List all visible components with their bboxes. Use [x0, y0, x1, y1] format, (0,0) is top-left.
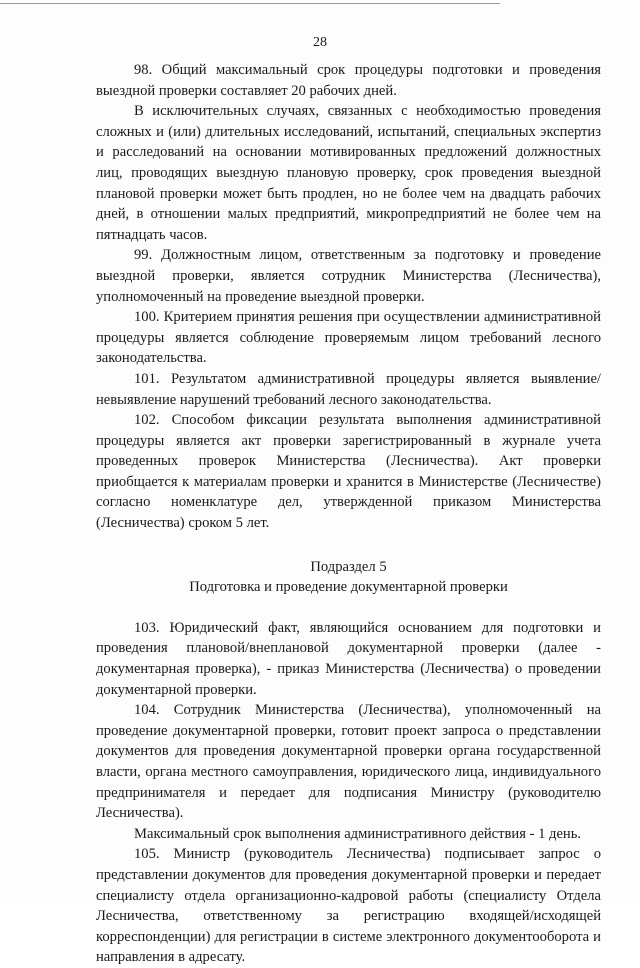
paragraph-103: 103. Юридический факт, являющийся основанием для подготовки и проведения плановой/внеплановой документарной проверки (далее - документарная проверка), - приказ Министерства (Лесничества) о проведении документарной проверки.	[96, 619, 601, 698]
paragraph-99: 99. Должностным лицом, ответственным за подготовку и проведение выездной проверки, является сотрудник Министерства (Лесничества), уполномоченный на проведение выездной проверки.	[96, 247, 601, 305]
paragraph-98: 98. Общий максимальный срок процедуры подготовки и проведения выездной проверки составляет 20 рабочих дней.	[96, 62, 601, 99]
paragraph-98-exception: В исключительных случаях, связанных с необходимостью проведения сложных и (или) длительных исследований, испытаний, специальных экспертиз и расследований на основании мотивированных предложений должностных лиц, проводящих выездную плановую проверку, срок проведения выездной плановой проверки может быть продлен, но не более чем на двадцать рабочих дней, в отношении малых предприятий, микропредприятий не более чем на пятнадцать часов.	[96, 103, 601, 243]
subsection-number: Подраздел 5	[310, 558, 387, 575]
paragraph-104-deadline: Максимальный срок выполнения административного действия - 1 день.	[134, 825, 582, 842]
paragraph-101: 101. Результатом административной процедуры является выявление/невыявление нарушений требований лесного законодательства.	[96, 370, 601, 408]
document-body	[96, 60, 601, 968]
paragraph-102: 102. Способом фиксации результата выполнения административной процедуры является акт проверки зарегистрированный в журнале учета проведенных проверок Министерства (Лесничества). Акт проверки приобщается к материалам проверки и хранится в Министерстве (Лесничестве) согласно номенклатуре дел, утвержденной приказом Министерства (Лесничества) сроком 5 лет.	[96, 412, 601, 532]
paragraph-100: 100. Критерием принятия решения при осуществлении административной процедуры является соблюдение проверяемым лицом требований лесного законодательства.	[96, 309, 601, 367]
page-number: 28	[313, 35, 327, 50]
paragraph-105: 105. Министр (руководитель Лесничества) подписывает запрос о представлении документов для проведения документарной проверки и передает специалисту отдела организационно-кадровой работы (специалисту Отдела Лесничества, ответственному за регистрацию входящей/исходящей корреспонденции) для регистрации в системе электронного документооборота и направления в адресату.	[96, 846, 601, 966]
top-rule	[0, 3, 500, 4]
paragraph-104: 104. Сотрудник Министерства (Лесничества), уполномоченный на проведение документарной проверки, готовит проект запроса о представлении документов для проведения документарной проверки органа государственной власти, органа местного самоуправления, юридического лица, индивидуального предпринимателя и передает для подписания Министру (руководителю Лесничества).	[96, 702, 601, 822]
subsection-title: Подготовка и проведение документарной проверки	[189, 579, 508, 596]
